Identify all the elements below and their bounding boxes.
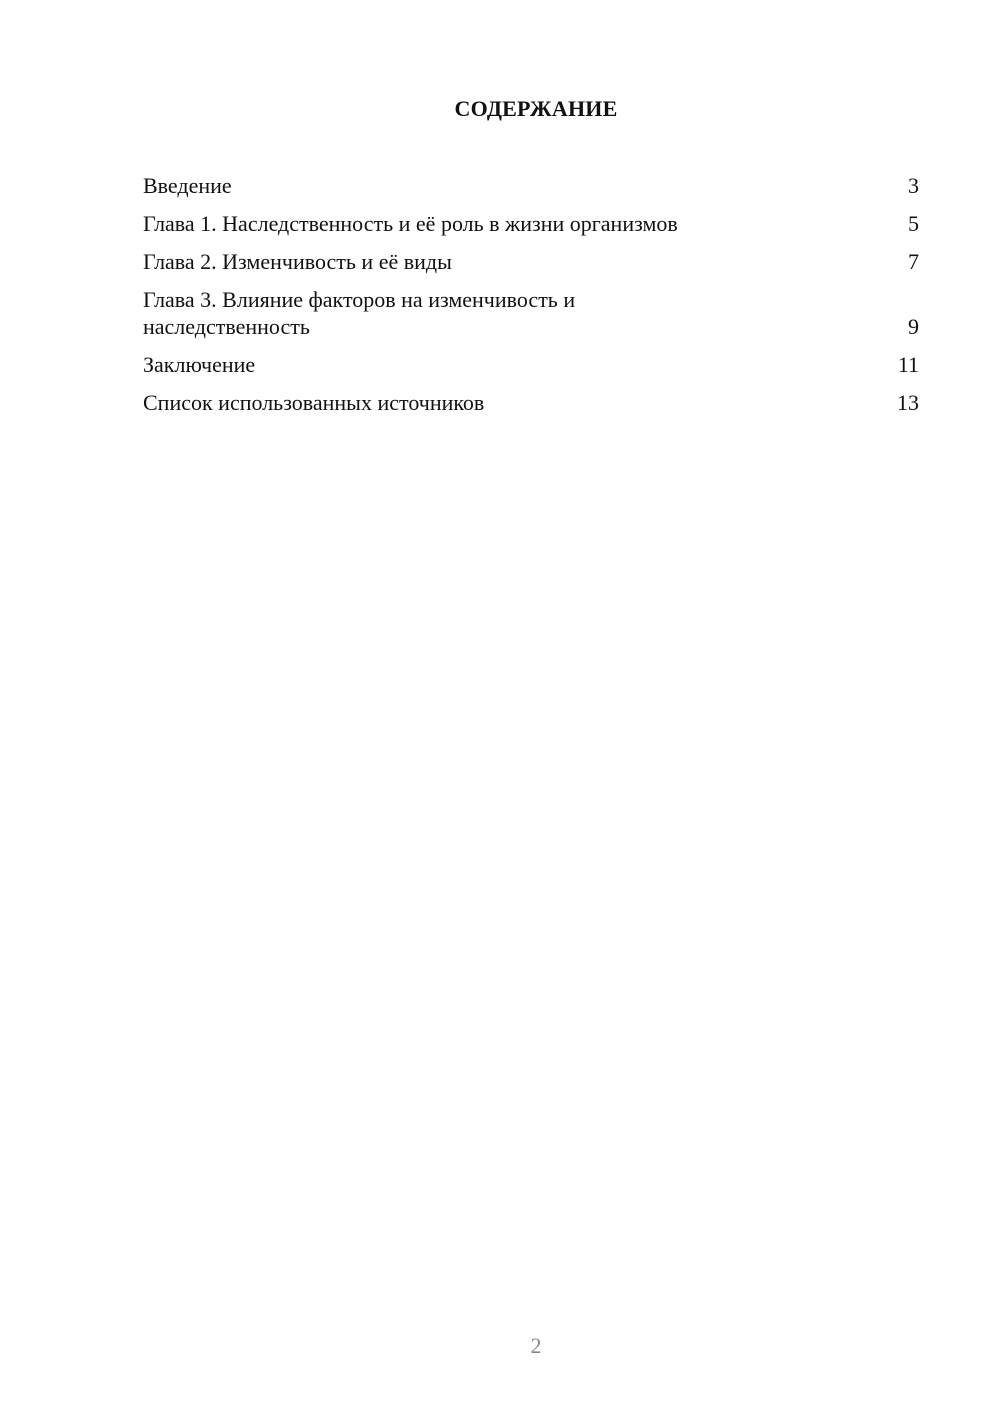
page-title: СОДЕРЖАНИЕ bbox=[454, 96, 618, 121]
toc-entry-page: 11 bbox=[897, 352, 919, 377]
toc-entry-conclusion bbox=[143, 351, 919, 378]
toc-entry-references bbox=[143, 389, 919, 416]
toc-entry-chapter-1 bbox=[143, 210, 919, 237]
toc-entry-page: 13 bbox=[897, 390, 919, 415]
toc-entry-chapter-2 bbox=[143, 248, 919, 275]
toc-entry-page: 7 bbox=[908, 249, 919, 274]
toc-entry-label: Введение bbox=[143, 173, 232, 198]
toc-entry-label: Глава 1. Наследственность и её роль в жизни организмов bbox=[143, 211, 678, 236]
toc-entry-page: 3 bbox=[908, 173, 919, 198]
toc-entry-introduction bbox=[143, 172, 919, 199]
table-of-contents bbox=[143, 172, 919, 427]
toc-entry-label: Глава 3. Влияние факторов на изменчивость и наследственность bbox=[143, 287, 576, 339]
toc-entry-page: 5 bbox=[908, 211, 919, 236]
toc-entry-label: Заключение bbox=[143, 352, 256, 377]
page-number: 2 bbox=[530, 1333, 542, 1358]
toc-entry-chapter-3 bbox=[143, 286, 919, 340]
toc-entry-page: 9 bbox=[908, 314, 919, 339]
toc-entry-label: Глава 2. Изменчивость и её виды bbox=[143, 249, 452, 274]
toc-entry-label: Список использованных источников bbox=[143, 390, 485, 415]
